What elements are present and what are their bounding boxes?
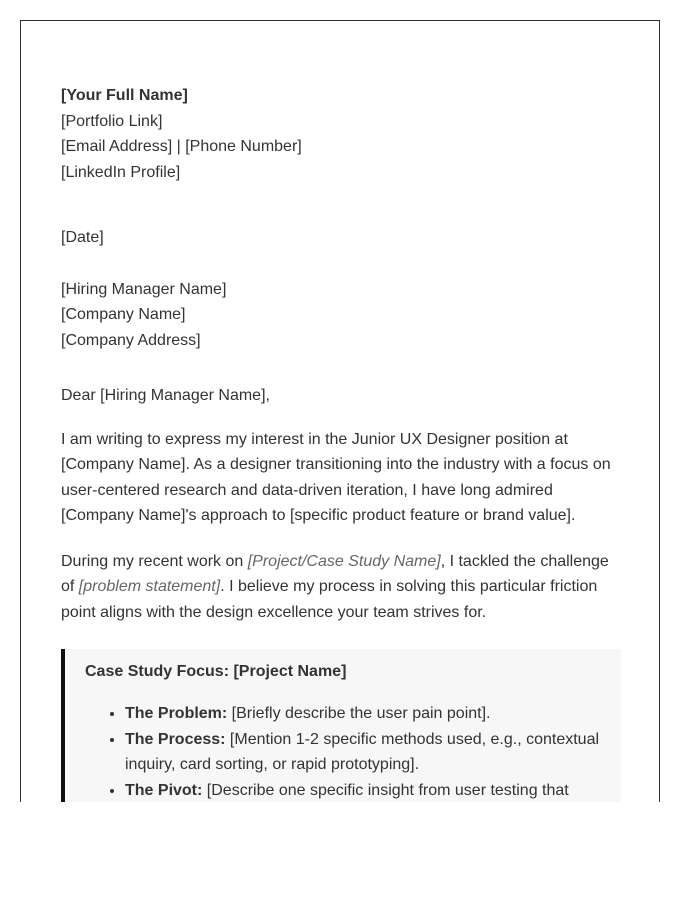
- list-item-label: The Problem:: [125, 705, 228, 722]
- letter-page: [20, 20, 660, 802]
- sender-email-phone: [Email Address] | [Phone Number]: [61, 138, 302, 155]
- body-paragraph-project: [61, 549, 621, 626]
- list-item: [125, 701, 605, 727]
- sender-linkedin: [LinkedIn Profile]: [61, 163, 181, 181]
- case-study-callout: [61, 649, 621, 802]
- list-item: [125, 778, 605, 803]
- sender-block: [61, 83, 621, 185]
- case-study-title: Case Study Focus: [Project Name]: [85, 663, 347, 680]
- letter-content: [61, 83, 621, 802]
- list-item-text: [Briefly describe the user pain point].: [227, 705, 491, 722]
- sender-portfolio-link: [Portfolio Link]: [61, 112, 163, 130]
- case-study-list: [85, 701, 605, 802]
- recipient-company: [Company Name]: [61, 306, 186, 323]
- sender-full-name: [Your Full Name]: [61, 87, 188, 104]
- list-item-text: [Describe one specific insight from user testing that: [202, 781, 569, 799]
- body-paragraph-intro: I am writing to express my interest in the Junior UX Designer position at [Company Name]. As a designer transitioning into the industry with a focus on user-centered research and data-driven iteration, I have long admired [Company Name]'s approach to [specific product feature or brand value].: [61, 430, 611, 524]
- recipient-block: [61, 277, 621, 354]
- project-name-placeholder: [Project/Case Study Name]: [247, 552, 441, 570]
- recipient-manager: [Hiring Manager Name]: [61, 280, 227, 298]
- list-item: [125, 727, 605, 778]
- paragraph-text: . I believe my process in solving this particular friction point aligns with the design excellence your team strives for.: [61, 578, 598, 621]
- recipient-address: [Company Address]: [61, 331, 201, 349]
- paragraph-text: During my recent work on: [61, 552, 248, 570]
- list-item-text: [Mention 1-2 specific methods used, e.g., contextual inquiry, card sorting, or rapid prototyping].: [125, 730, 600, 773]
- problem-statement-placeholder: [problem statement]: [78, 578, 221, 595]
- list-item-label: The Pivot:: [125, 781, 203, 799]
- letter-date: [Date]: [61, 229, 104, 246]
- paragraph-text: , I tackled the challenge of: [61, 552, 609, 595]
- salutation: Dear [Hiring Manager Name],: [61, 387, 270, 404]
- list-item-label: The Process:: [125, 730, 226, 748]
